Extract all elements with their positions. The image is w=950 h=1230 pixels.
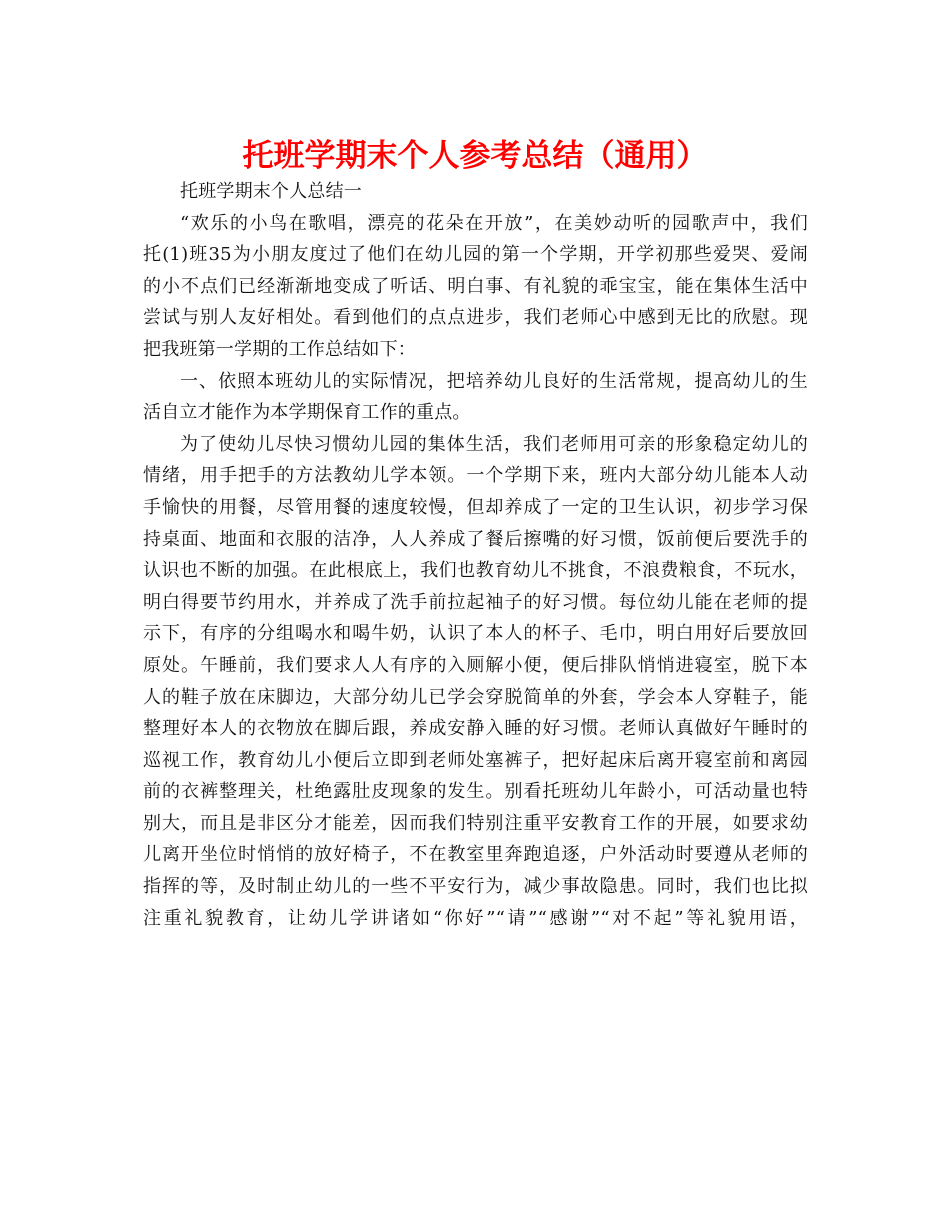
body-text-line: 人的鞋子放在床脚边，大部分幼儿已学会穿脱简单的外套，学会本人穿鞋子，能	[143, 686, 808, 708]
body-text-line: 别大，而且是非区分才能差，因而我们特别注重平安教育工作的开展，如要求幼	[143, 812, 808, 834]
body-text-line: 认识也不断的加强。在此根底上，我们也教育幼儿不挑食，不浪费粮食，不玩水，	[143, 560, 808, 582]
body-text-line: 明白得要节约用水，并养成了洗手前拉起袖子的好习惯。每位幼儿能在老师的提	[143, 591, 808, 613]
body-text-line: 注重礼貌教育，让幼儿学讲诸如“你好”“请”“感谢”“对不起”等礼貌用语，	[143, 907, 808, 929]
body-text-line: 前的衣裤整理关，杜绝露肚皮现象的发生。别看托班幼儿年龄小，可活动量也特	[143, 781, 808, 803]
body-text-line: 尝试与别人友好相处。看到他们的点点进步，我们老师心中感到无比的欣慰。现	[143, 307, 808, 329]
body-text-line: 为了使幼儿尽快习惯幼儿园的集体生活，我们老师用可亲的形象稳定幼儿的	[180, 433, 808, 455]
body-text-line: 的小不点们已经渐渐地变成了听话、明白事、有礼貌的乖宝宝，能在集体生活中	[143, 275, 808, 297]
body-text-line: 示下，有序的分组喝水和喝牛奶，认识了本人的杯子、毛巾，明白用好后要放回	[143, 623, 808, 645]
body-text-line: 整理好本人的衣物放在脚后跟，养成安静入睡的好习惯。老师认真做好午睡时的	[143, 718, 808, 740]
body-text-line: 持桌面、地面和衣服的洁净，人人养成了餐后擦嘴的好习惯，饭前便后要洗手的	[143, 528, 808, 550]
body-text-line: 情绪，用手把手的方法教幼儿学本领。一个学期下来，班内大部分幼儿能本人动	[143, 465, 808, 487]
document-body	[143, 176, 808, 934]
body-text-line: 托(1)班35为小朋友度过了他们在幼儿园的第一个学期，开学初那些爱哭、爱闹	[143, 244, 808, 266]
body-text-line: 原处。午睡前，我们要求人人有序的入厕解小便，便后排队悄悄进寝室，脱下本	[143, 654, 808, 676]
body-text-line: 活自立才能作为本学期保育工作的重点。	[143, 402, 471, 424]
body-text-line: 一、依照本班幼儿的实际情况，把培养幼儿良好的生活常规，提高幼儿的生	[180, 370, 808, 392]
body-text-line: 把我班第一学期的工作总结如下：	[143, 338, 416, 360]
body-text-line: 巡视工作，教育幼儿小便后立即到老师处塞裤子，把好起床后离开寝室前和离园	[143, 749, 808, 771]
body-text-line: 指挥的等，及时制止幼儿的一些不平安行为，减少事故隐患。同时，我们也比拟	[143, 876, 808, 898]
body-text-line: 儿离开坐位时悄悄的放好椅子，不在教室里奔跑追逐，户外活动时要遵从老师的	[143, 844, 808, 866]
body-text-line: “欢乐的小鸟在歌唱，漂亮的花朵在开放”，在美妙动听的园歌声中，我们	[180, 212, 808, 234]
body-text-line: 手愉快的用餐，尽管用餐的速度较慢，但却养成了一定的卫生认识，初步学习保	[143, 496, 808, 518]
document-title: 托班学期末个人参考总结（通用）	[242, 138, 708, 174]
body-text-line: 托班学期末个人总结一	[180, 181, 362, 202]
